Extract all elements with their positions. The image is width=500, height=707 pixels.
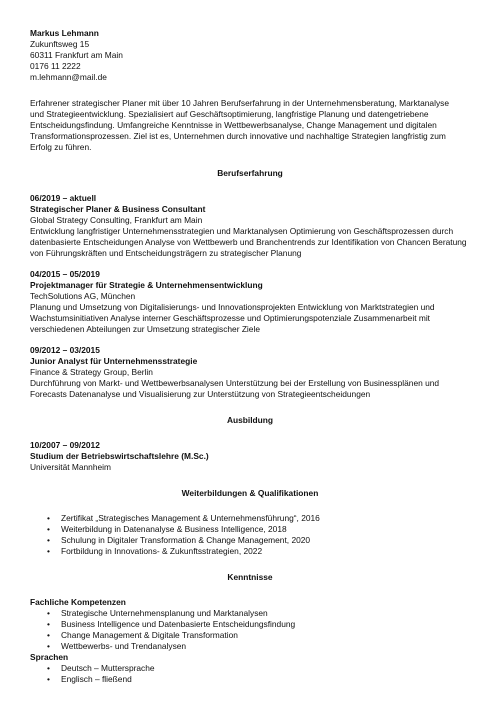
job-title: Projektmanager für Strategie & Unternehmensentwicklung — [30, 280, 263, 290]
list-item: • Change Management & Digitale Transformation — [30, 630, 470, 641]
job-entry — [30, 193, 470, 259]
job-title: Strategischer Planer & Business Consultant — [30, 204, 206, 214]
job-description: Durchführung von Markt- und Wettbewerbsanalysen Unterstützung bei der Erstellung von Businessplänen und Forecasts Datenanalyse und Visualisierung zur Unterstützung von Strategieentscheidungen — [30, 378, 440, 399]
list-item: • Weiterbildung in Datenanalyse & Business Intelligence, 2018 — [30, 524, 470, 535]
professional-skills-heading: Fachliche Kompetenzen — [30, 597, 126, 607]
education-heading: Ausbildung — [226, 415, 274, 425]
languages-list — [30, 663, 470, 685]
job-entry — [30, 269, 470, 335]
job-period: 06/2019 – aktuell — [30, 193, 97, 203]
job-description: Planung und Umsetzung von Digitalisierungs- und Innovationsprojekten Entwicklung von Marktstrategien und Wachstumsinitiativen Analyse interner Geschäftsprozesse und Optimierungspotenziale Zusammenarbeit mit verschiedenen Abteilungen zur Umsetzung strategischer Ziele — [30, 302, 435, 334]
job-title: Junior Analyst für Unternehmensstrategie — [30, 356, 198, 366]
qualifications-list — [30, 513, 470, 557]
job-description: Entwicklung langfristiger Unternehmensstrategien und Marktanalysen Optimierung von Geschäftsprozessen durch datenbasierte Entscheidungen Analyse von Wettbewerb und Branchentrends zur Identifikation von Chancen Beratung von Führungskräften und Entscheidungsträgern zu strategischer Planung — [30, 226, 467, 258]
contact-city: 60311 Frankfurt am Main — [30, 50, 123, 60]
list-item: • Deutsch – Muttersprache — [30, 663, 470, 674]
list-item: • Fortbildung in Innovations- & Zukunftsstrategien, 2022 — [30, 546, 470, 557]
job-company: TechSolutions AG, München — [30, 291, 136, 301]
job-company: Finance & Strategy Group, Berlin — [30, 367, 153, 377]
education-degree: Studium der Betriebswirtschaftslehre (M.Sc.) — [30, 451, 209, 461]
contact-block — [30, 28, 470, 83]
list-item: • Zertifikat „Strategisches Management & Unternehmensführung“, 2016 — [30, 513, 470, 524]
list-item: • Schulung in Digitaler Transformation & Change Management, 2020 — [30, 535, 470, 546]
professional-skills-list — [30, 608, 470, 652]
job-company: Global Strategy Consulting, Frankfurt am Main — [30, 215, 203, 225]
contact-email: m.lehmann@mail.de — [30, 72, 107, 82]
skills-heading: Kenntnisse — [227, 572, 273, 582]
education-entry — [30, 440, 470, 473]
list-item: • Englisch – fließend — [30, 674, 470, 685]
profile-summary: Erfahrener strategischer Planer mit über 10 Jahren Berufserfahrung in der Unternehmensberatung, Marktanalyse und Strategieentwicklung. Spezialisiert auf Geschäftsoptimierung, langfristige Planung und datengetriebene Entscheidungsfindung. Umfangreiche Kenntnisse in Wettbewerbsanalyse, Change Management und digitalen Transformationsprozessen. Ziel ist es, Unternehmen durch innovative und nachhaltige Strategien langfristig zum Erfolg zu führen. — [30, 98, 449, 152]
list-item: • Business Intelligence und Datenbasierte Entscheidungsfindung — [30, 619, 470, 630]
job-entry — [30, 345, 470, 400]
contact-phone: 0176 11 2222 — [30, 61, 81, 71]
contact-street: Zukunftsweg 15 — [30, 39, 90, 49]
list-item: • Wettbewerbs- und Trendanalysen — [30, 641, 470, 652]
contact-name: Markus Lehmann — [30, 28, 99, 38]
list-item: • Strategische Unternehmensplanung und Marktanalysen — [30, 608, 470, 619]
job-period: 04/2015 – 05/2019 — [30, 269, 100, 279]
languages-heading: Sprachen — [30, 652, 69, 662]
education-period: 10/2007 – 09/2012 — [30, 440, 100, 450]
job-period: 09/2012 – 03/2015 — [30, 345, 100, 355]
education-school: Universität Mannheim — [30, 462, 111, 472]
experience-heading: Berufserfahrung — [217, 168, 283, 178]
qualifications-heading: Weiterbildungen & Qualifikationen — [181, 488, 319, 498]
